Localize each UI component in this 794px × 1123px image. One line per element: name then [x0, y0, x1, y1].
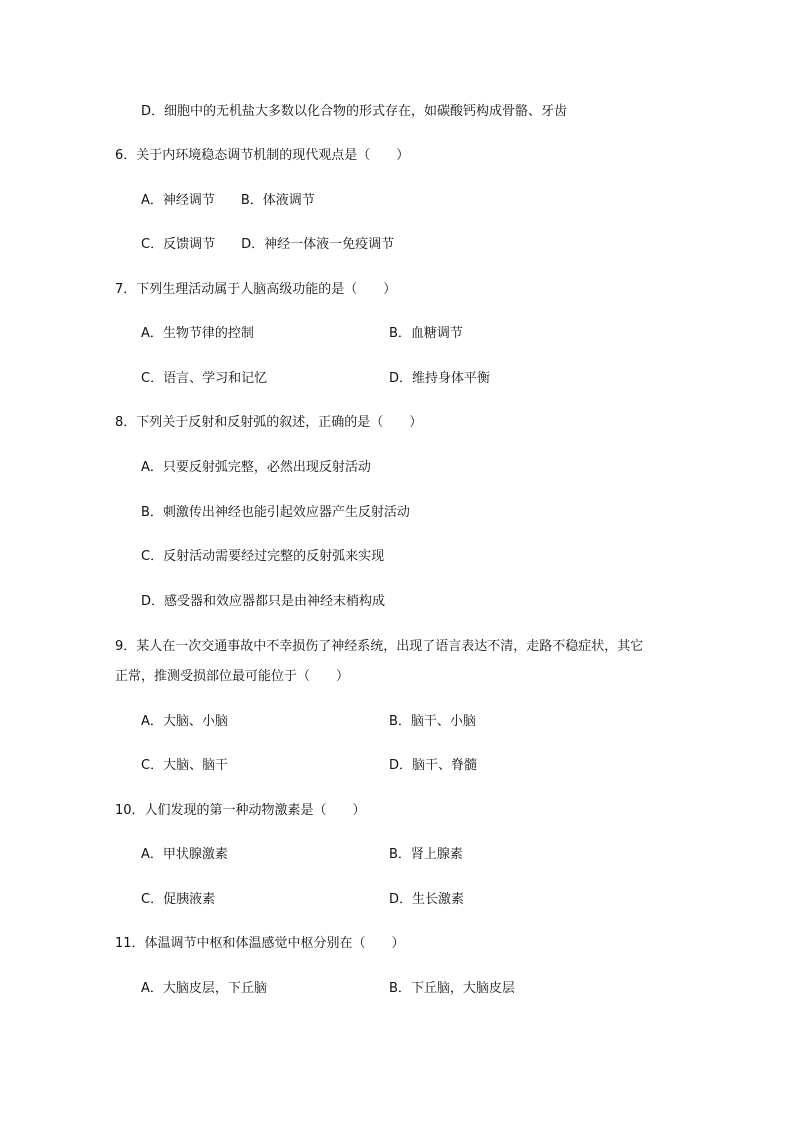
q6-stem: 6．关于内环境稳态调节机制的现代观点是（ ）: [115, 148, 410, 163]
q9-option-c: C．大脑、脑干: [141, 758, 229, 773]
q6-options-ab: A．神经调节 B．体液调节: [141, 193, 315, 208]
q9-option-b: B．脑干、小脑: [389, 714, 476, 729]
q7-stem: 7．下列生理活动属于人脑高级功能的是（ ）: [115, 282, 397, 297]
q9-stem: 9．某人在一次交通事故中不幸损伤了神经系统，出现了语言表达不清，走路不稳症状，其它: [115, 639, 644, 654]
q10-option-d: D．生长激素: [389, 892, 465, 907]
q10-option-b: B．肾上腺素: [389, 847, 463, 862]
q8-option-a: A．只要反射弧完整，必然出现反射活动: [141, 460, 371, 475]
q7-option-b: B．血糖调节: [389, 326, 463, 341]
q7-option-d: D．维持身体平衡: [389, 371, 491, 386]
q9-option-d: D．脑干、脊髓: [389, 758, 478, 773]
q8-option-d: D．感受器和效应器都只是由神经末梢构成: [141, 594, 386, 609]
q10-option-a: A．甲状腺激素: [141, 847, 228, 862]
q9-option-a: A．大脑、小脑: [141, 714, 228, 729]
q7-option-c: C．语言、学习和记忆: [141, 371, 268, 386]
q11-option-a: A．大脑皮层，下丘脑: [141, 981, 267, 996]
q8-option-b: B．刺激传出神经也能引起效应器产生反射活动: [141, 505, 410, 520]
q8-stem: 8．下列关于反射和反射弧的叙述，正确的是（ ）: [115, 415, 423, 430]
q5-option-d: D．细胞中的无机盐大多数以化合物的形式存在，如碳酸钙构成骨骼、牙齿: [141, 104, 568, 119]
q7-option-a: A．生物节律的控制: [141, 326, 254, 341]
q10-stem: 10．人们发现的第一种动物激素是（ ）: [115, 803, 366, 818]
q11-option-b: B．下丘脑，大脑皮层: [389, 981, 515, 996]
q10-option-c: C．促胰液素: [141, 892, 216, 907]
q9-stem-continued: 正常，推测受损部位最可能位于（ ）: [115, 669, 350, 684]
q8-option-c: C．反射活动需要经过完整的反射弧来实现: [141, 549, 385, 564]
q11-stem: 11．体温调节中枢和体温感觉中枢分别在（ ）: [115, 936, 405, 951]
q6-options-cd: C．反馈调节 D．神经一体液一免疫调节: [141, 237, 395, 252]
